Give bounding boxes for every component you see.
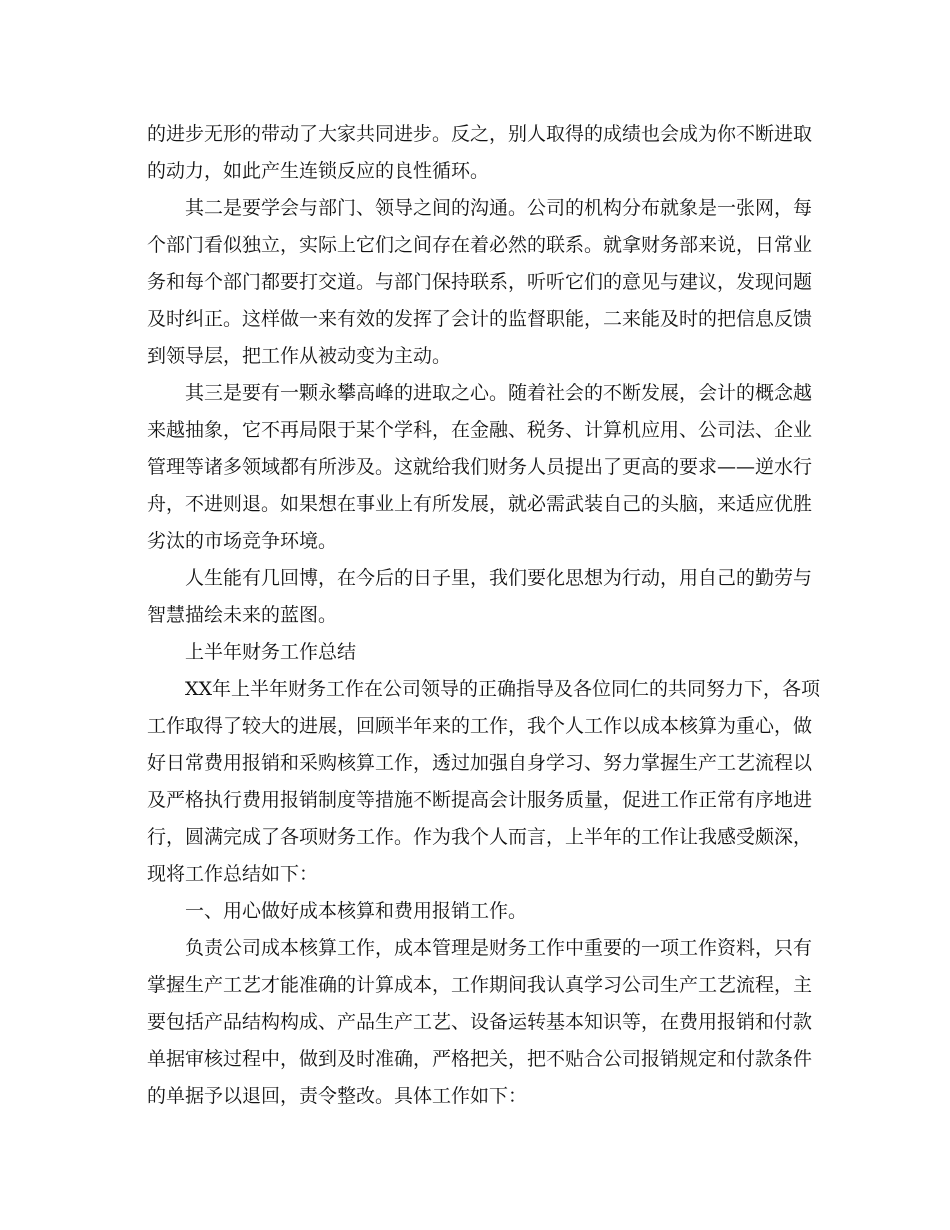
- text-line: 个部门看似独立，实际上它们之间存在着必然的联系。就拿财务部来说，日常业: [147, 234, 813, 256]
- text-line: 上半年财务工作总结: [185, 641, 357, 663]
- text-line: 其三是要有一颗永攀高峰的进取之心。随着社会的不断发展，会计的概念越: [185, 382, 813, 404]
- text-line: 其二是要学会与部门、领导之间的沟通。公司的机构分布就象是一张网，每: [185, 197, 813, 219]
- text-line: 舟，不进则退。如果想在事业上有所发展，就必需武装自己的头脑，来适应优胜: [147, 493, 813, 515]
- text-line: 到领导层，把工作从被动变为主动。: [147, 345, 452, 367]
- text-line: 负责公司成本核算工作，成本管理是财务工作中重要的一项工作资料，只有: [185, 937, 813, 959]
- text-line: 好日常费用报销和采购核算工作，透过加强自身学习、努力掌握生产工艺流程以: [147, 752, 813, 774]
- text-line: 管理等诸多领域都有所涉及。这就给我们财务人员提出了更高的要求——逆水行: [147, 456, 813, 478]
- text-line: 工作取得了较大的进展，回顾半年来的工作，我个人工作以成本核算为重心，做: [147, 715, 813, 737]
- text-line: 及严格执行费用报销制度等措施不断提高会计服务质量，促进工作正常有序地进: [147, 789, 813, 811]
- text-line: 的单据予以退回，责令整改。具体工作如下：: [147, 1085, 528, 1107]
- document-body: [147, 116, 821, 1115]
- text-line: 现将工作总结如下：: [147, 863, 319, 885]
- text-line: 来越抽象，它不再局限于某个学科，在金融、税务、计算机应用、公司法、企业: [147, 419, 813, 441]
- text-line: 人生能有几回博，在今后的日子里，我们要化思想为行动，用自己的勤劳与: [185, 567, 813, 589]
- text-line: 一、用心做好成本核算和费用报销工作。: [185, 900, 528, 922]
- text-line: 行，圆满完成了各项财务工作。作为我个人而言，上半年的工作让我感受颇深，: [147, 826, 813, 848]
- text-line: XX年上半年财务工作在公司领导的正确指导及各位同仁的共同努力下，各项: [185, 678, 821, 700]
- text-line: 的动力，如此产生连锁反应的良性循环。: [147, 160, 490, 182]
- text-line: 要包括产品结构构成、产品生产工艺、设备运转基本知识等，在费用报销和付款: [147, 1011, 813, 1033]
- text-line: 单据审核过程中，做到及时准确，严格把关，把不贴合公司报销规定和付款条件: [147, 1048, 813, 1070]
- text-line: 务和每个部门都要打交道。与部门保持联系，听听它们的意见与建议，发现问题: [147, 271, 813, 293]
- text-line: 及时纠正。这样做一来有效的发挥了会计的监督职能，二来能及时的把信息反馈: [147, 308, 813, 330]
- text-line: 智慧描绘未来的蓝图。: [147, 604, 338, 626]
- text-line: 的进步无形的带动了大家共同进步。反之，别人取得的成绩也会成为你不断进取: [147, 123, 813, 145]
- text-line: 劣汰的市场竞争环境。: [147, 530, 338, 552]
- text-line: 掌握生产工艺才能准确的计算成本，工作期间我认真学习公司生产工艺流程，主: [147, 974, 813, 996]
